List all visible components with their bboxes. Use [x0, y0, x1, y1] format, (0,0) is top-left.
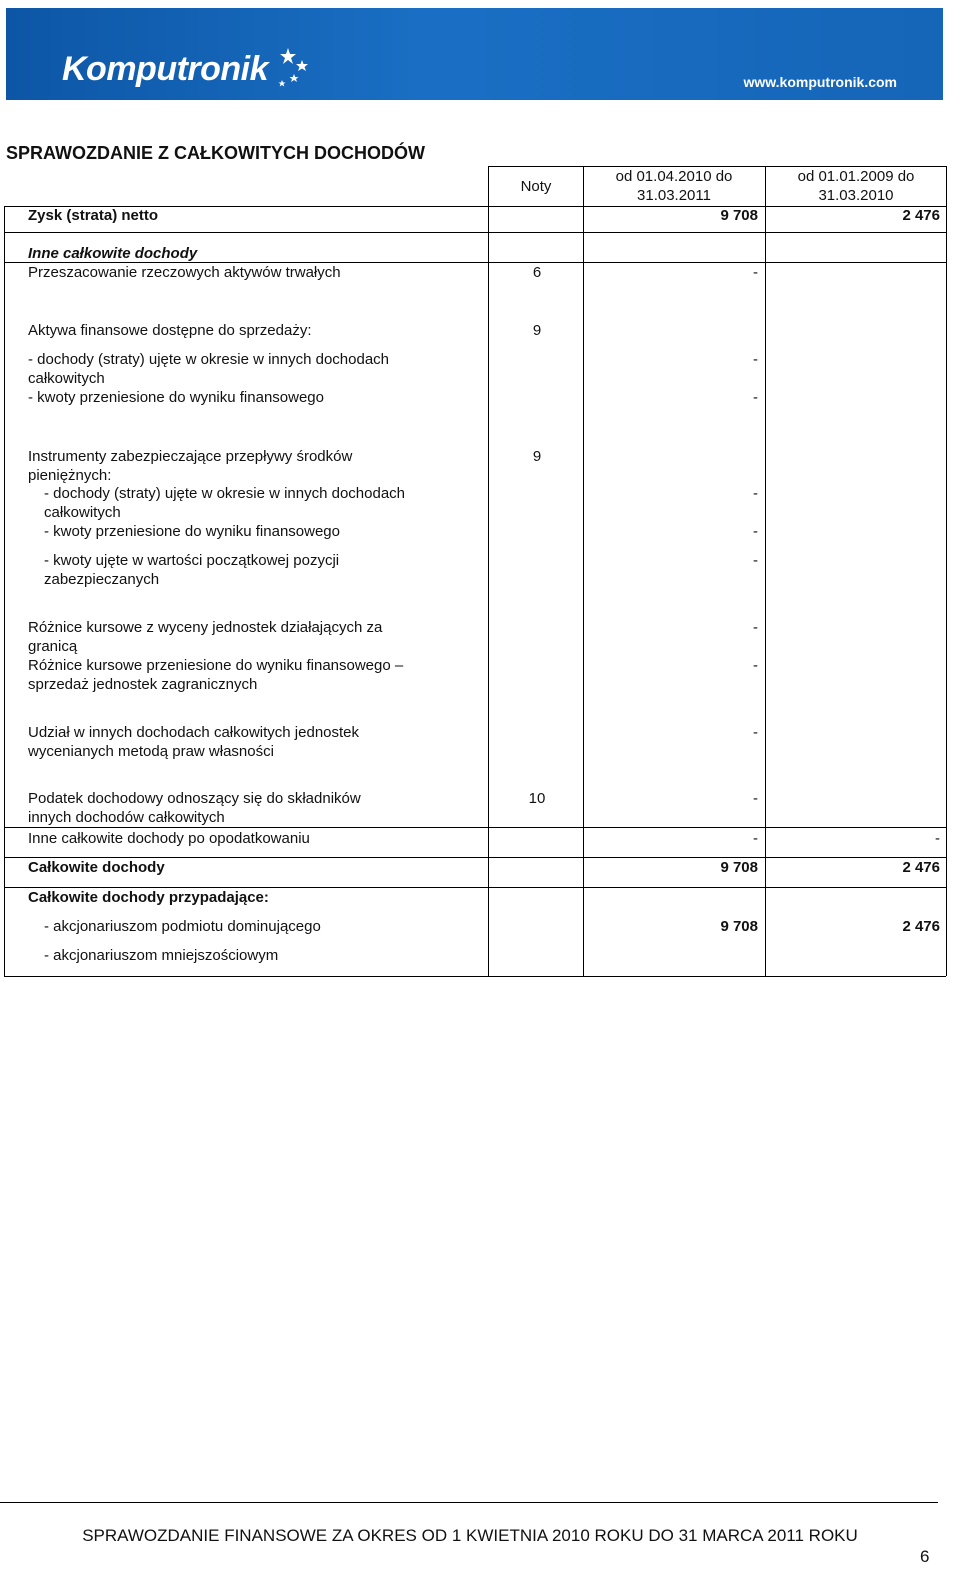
- column-divider: [583, 166, 584, 976]
- header-banner: [6, 8, 943, 100]
- row-divider: [4, 232, 946, 233]
- footer-text: SPRAWOZDANIE FINANSOWE ZA OKRES OD 1 KWIETNIA 2010 ROKU DO 31 MARCA 2011 ROKU: [82, 1526, 858, 1545]
- notes-column-header: Noty: [520, 178, 552, 195]
- page-number: 6: [920, 1547, 930, 1566]
- table-bottom-border: [4, 976, 946, 977]
- period1-column-header: od 01.04.2010 do 31.03.2011: [615, 168, 733, 204]
- row-divider: [4, 827, 946, 828]
- statement-title: SPRAWOZDANIE Z CAŁKOWITYCH DOCHODÓW: [6, 143, 425, 163]
- period2-column-header: od 01.01.2009 do 31.03.2010: [797, 168, 915, 204]
- stars-icon: [274, 46, 314, 94]
- column-divider: [488, 166, 489, 976]
- footer-divider: [0, 1502, 938, 1503]
- table-left-border: [4, 206, 5, 976]
- column-divider: [765, 166, 766, 976]
- company-logo: Komputronik: [62, 50, 269, 88]
- company-url: www.komputronik.com: [743, 74, 897, 90]
- table-right-border: [946, 166, 947, 976]
